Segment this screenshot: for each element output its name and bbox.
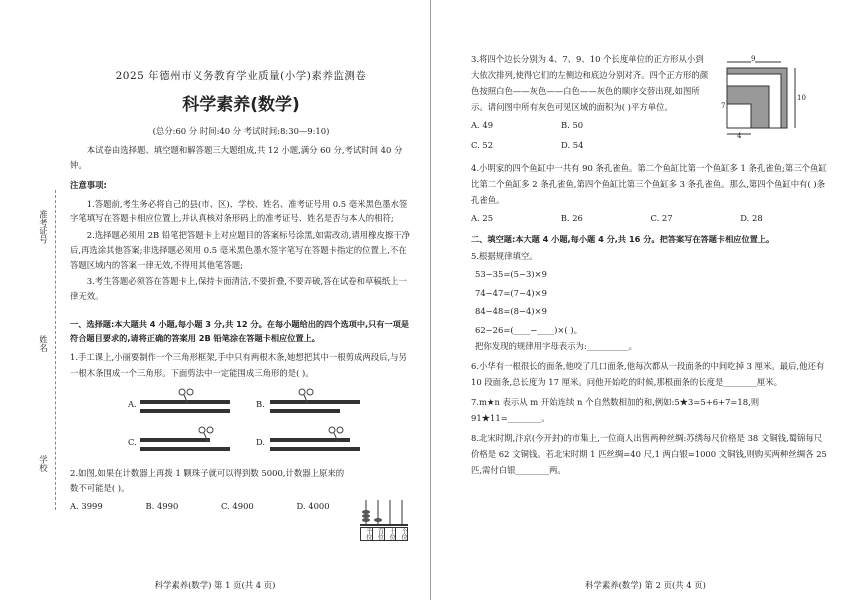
abacus-label-tens: 十位 bbox=[385, 528, 397, 540]
q2-option-a: A. 3999 bbox=[70, 501, 103, 512]
q3-option-c: C. 52 bbox=[471, 140, 494, 151]
question-1: 1.手工课上,小丽要制作一个三角形框架,手中只有两根木条,她想把其中一根剪成两段后,与另一根木条围成一个三角形。下面剪法中一定能围成三角形的是( )。 bbox=[70, 351, 407, 378]
scissor-icon bbox=[299, 389, 305, 395]
q4-option-c: C. 27 bbox=[650, 212, 673, 223]
q1-figure bbox=[70, 382, 412, 462]
nested-squares-figure bbox=[721, 55, 811, 140]
side-label-name: 姓名 bbox=[38, 335, 49, 352]
q5-line-3: 84−48=(8−4)×9 bbox=[475, 306, 547, 317]
q3-option-a: A. 49 bbox=[471, 119, 494, 130]
q5-line-2: 74−47=(7−4)×9 bbox=[475, 287, 547, 298]
q4-option-b: B. 26 bbox=[560, 212, 583, 223]
q5-rule: 把你发现的规律用字母表示为:__________。 bbox=[475, 341, 637, 352]
exam-title: 2025 年德州市义务教育学业质量(小学)素养监测卷 bbox=[115, 70, 367, 82]
question-3: 3.将四个边长分别为 4、7、9、10 个长度单位的正方形从小到大依次排列,使得它们的左侧边和底边分别对齐。四个正方形的颜色按照白色——灰色——白色——灰色的顺序交替出现,如图所示。请问图中所有灰色可见区域的面积为( )平方单位。 bbox=[471, 54, 709, 112]
abacus-label-hundreds: 百位 bbox=[373, 528, 385, 540]
notes-heading: 注意事项: bbox=[70, 180, 107, 191]
q3-option-b: B. 50 bbox=[561, 119, 584, 130]
fig-label-4: 4 bbox=[737, 132, 742, 140]
option-a-diagram bbox=[140, 389, 230, 413]
note-3: 3.考生答题必须答在答题卡上,保持卡面清洁,不要折叠,不要弄破,答在试卷和草稿纸上一律无效。 bbox=[70, 276, 407, 301]
abacus-label-thousands: 千位 bbox=[361, 528, 373, 540]
question-6: 6.小华有一根很长的面条,他咬了几口面条,他每次都从一段面条的中间吃掉 3 厘米。最后,他还有 10 段面条,总长度为 17 厘米。问他开始吃的时候,那根面条的长度是________厘米。 bbox=[471, 361, 825, 388]
question-8: 8.北宋时期,汴京(今开封)的市集上,一位商人出售两种丝绸:苏绣每尺价格是 38 文铜钱,蜀锦每尺价格是 62 文铜钱。若北宋时期 1 匹丝绸=40 尺,1 两白银=1000 文铜钱,则购买两种丝绸各 25 匹,需付白银________两。 bbox=[471, 432, 827, 475]
scissor-icon bbox=[179, 389, 185, 395]
fig-label-9: 9 bbox=[751, 55, 756, 63]
q2-option-d: D. 4000 bbox=[296, 501, 330, 512]
question-4: 4.小明家的四个鱼缸中一共有 90 条孔雀鱼。第二个鱼缸比第一个鱼缸多 1 条孔雀鱼;第三个鱼缸比第二个鱼缸多 2 条孔雀鱼,第四个鱼缸比第三个鱼缸多 3 条孔雀鱼。那么,第四个鱼缸中有( )条孔雀鱼。 bbox=[471, 162, 827, 205]
footer-page-2: 科学素养(数学) 第 2 页(共 4 页) bbox=[585, 579, 706, 590]
exam-meta: (总分:60 分 时间:40 分 考试时间:8:30—9:10) bbox=[152, 126, 330, 137]
q5-line-4: 62−26=(____−____)×( )。 bbox=[475, 324, 582, 335]
option-c-diagram bbox=[140, 427, 230, 451]
q1-option-a: A. bbox=[128, 398, 137, 409]
q4-option-d: D. 28 bbox=[740, 212, 763, 223]
scissor-icon bbox=[329, 427, 335, 433]
q5-line-1: 53−35=(5−3)×9 bbox=[475, 269, 547, 280]
fig-label-7: 7 bbox=[721, 102, 726, 110]
fig-label-10: 10 bbox=[797, 94, 806, 102]
square-4 bbox=[727, 104, 751, 128]
note-1: 1.答题前,考生务必将自己的县(市、区)、学校、姓名、准考证号用 0.5 毫米黑色墨水签字笔填写在答题卡相应位置上,并认真核对条形码上的准考证号、姓名是否与本人的相符; bbox=[70, 198, 408, 224]
q4-option-a: A. 25 bbox=[471, 212, 494, 223]
q2-option-b: B. 4990 bbox=[145, 501, 179, 512]
q5-patterns bbox=[475, 265, 830, 339]
section-1-heading: 一、选择题:本大题共 4 小题,每小题 3 分,共 12 分。在每小题给出的四个选项中,只有一项是符合题目要求的,请将正确的答案用 2B 铅笔涂在答题卡相应位置上。 bbox=[70, 318, 410, 343]
side-label-school: 学校 bbox=[38, 455, 49, 472]
scissor-diagrams bbox=[70, 382, 400, 462]
side-label-exam-number: 准考证号 bbox=[38, 210, 49, 244]
section-2-heading: 二、填空题:本大题 4 小题,每小题 4 分,共 16 分。把答案写在答题卡相应位置上。 bbox=[471, 234, 775, 245]
page-right bbox=[430, 0, 860, 600]
abacus-figure bbox=[360, 500, 408, 542]
footer-page-1: 科学素养(数学) 第 1 页(共 4 页) bbox=[154, 579, 276, 590]
question-5: 5.根据规律填空。 bbox=[471, 251, 538, 262]
q1-option-d: D. bbox=[256, 436, 266, 447]
intro-text: 本试卷由选择题、填空题和解答题三大题组成,共 12 小题,满分 60 分,考试时间 40 分钟。 bbox=[70, 144, 403, 170]
binding-line bbox=[55, 190, 56, 510]
question-7: 7.m★n 表示从 m 开始连续 n 个自然数相加的和,例如:5★3=5+6+7=18,则 91★11=________。 bbox=[471, 397, 760, 423]
q2-option-c: C. 4900 bbox=[221, 501, 254, 512]
option-d-diagram bbox=[270, 427, 360, 451]
q4-options bbox=[471, 213, 830, 224]
subject-title: 科学素养(数学) bbox=[182, 95, 300, 116]
q3-option-d: D. 54 bbox=[561, 140, 584, 151]
q1-option-b: B. bbox=[256, 398, 265, 409]
abacus-label-ones: 个位 bbox=[400, 528, 407, 540]
note-2: 2.选择题必须用 2B 铅笔把答题卡上对应题目的答案标号涂黑,如需改动,请用橡皮擦干净后,再选涂其他答案;非选择题必须用 0.5 毫米黑色墨水签字笔写在答题卡指定的位置上,不在答题区域内的答案一律无效,不得用其他笔答题; bbox=[70, 230, 411, 270]
q1-option-c: C. bbox=[128, 436, 137, 447]
scissor-icon bbox=[199, 427, 205, 433]
question-2: 2.如图,如果在计数器上再拨 1 颗珠子就可以得到数 5000,计数器上原来的数不可能是( )。 bbox=[70, 467, 345, 494]
option-b-diagram bbox=[270, 389, 360, 413]
